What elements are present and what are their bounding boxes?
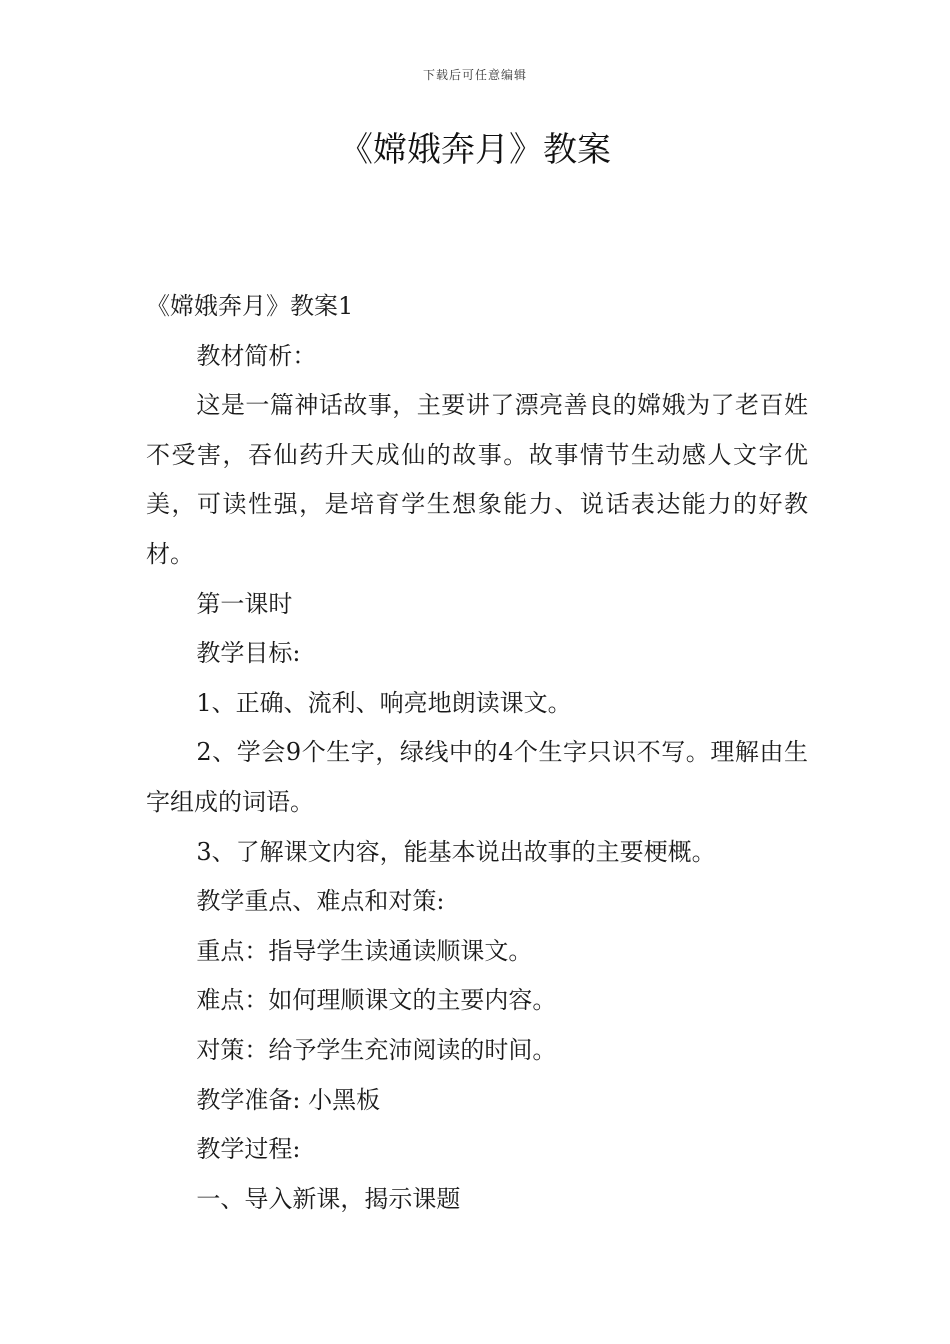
paragraph-step-1: 一、导入新课，揭示课题	[196, 1184, 461, 1213]
paragraph-goal-3: 3、了解课文内容，能基本说出故事的主要梗概。	[196, 837, 716, 866]
paragraph-process-label: 教学过程:	[196, 1135, 301, 1164]
paragraph-materials-analysis: 这是一篇神话故事，主要讲了漂亮善良的嫦娥为了老百姓不受害，吞仙药升天成仙的故事。故事情节生动感人文字优美，可读性强，是培育学生想象能力、说话表达能力的好教材。	[146, 391, 808, 568]
paragraph-difficulty: 难点：如何理顺课文的主要内容。	[196, 986, 557, 1015]
document-title: 《嫦娥奔月》教案	[339, 130, 611, 170]
paragraph-first-lesson: 第一课时	[196, 589, 293, 618]
paragraph-key-point: 重点：指导学生读通读顺课文。	[196, 936, 533, 965]
paragraph-goal-2: 2、学会9个生字，绿线中的4个生字只识不写。理解由生字组成的词语。	[146, 738, 808, 816]
page-header-note: 下载后可任意编辑	[422, 68, 527, 82]
paragraph-preparation: 教学准备: 小黑板	[196, 1085, 381, 1114]
paragraph-teaching-goals-label: 教学目标:	[196, 639, 301, 668]
paragraph-strategy: 对策：给予学生充沛阅读的时间。	[196, 1035, 557, 1064]
paragraph-materials-label: 教材简析：	[196, 341, 317, 370]
paragraph-goal-1: 1、正确、流利、响亮地朗读课文。	[196, 688, 572, 717]
document-body	[146, 282, 808, 1224]
section-heading: 《嫦娥奔月》教案1	[146, 292, 354, 320]
paragraph-key-points-label: 教学重点、难点和对策:	[196, 887, 445, 916]
